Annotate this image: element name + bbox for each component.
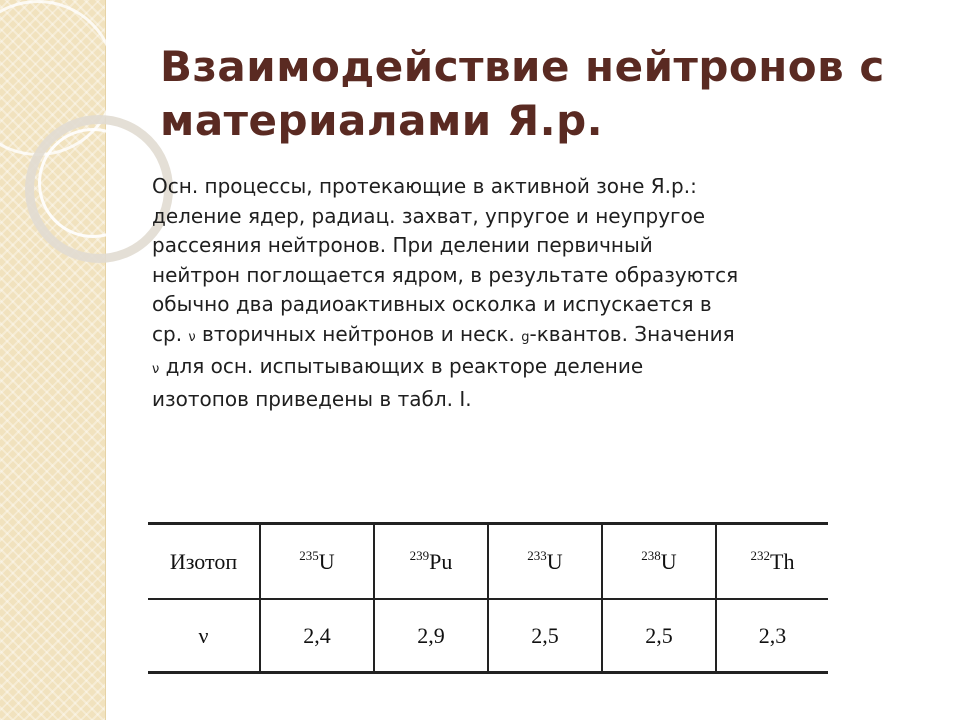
mass-number: 238 bbox=[641, 548, 661, 564]
table-row-label: ν bbox=[148, 599, 260, 672]
slide-title: Взаимодействие нейтронов с материалами Я.р. bbox=[160, 42, 885, 145]
isotope-header-cell bbox=[716, 524, 828, 600]
isotope-table bbox=[148, 522, 828, 674]
slide-body bbox=[152, 172, 872, 414]
mass-number: 235 bbox=[299, 548, 319, 564]
body-line: Осн. процессы, протекающие в активной зоне Я.р.: bbox=[152, 174, 697, 198]
nu-symbol: ν bbox=[188, 329, 196, 345]
gamma-symbol: g bbox=[521, 329, 530, 345]
body-line: нейтрон поглощается ядром, в результате образуются bbox=[152, 262, 739, 287]
mass-number: 233 bbox=[527, 548, 547, 564]
table-cell-value: 2,9 bbox=[374, 599, 488, 672]
body-text-segment: ср. bbox=[152, 321, 189, 346]
isotope-header-cell bbox=[602, 524, 716, 600]
body-line bbox=[152, 352, 872, 385]
body-line: изотопов приведены в табл. I. bbox=[152, 386, 472, 411]
element-symbol: U bbox=[546, 549, 563, 575]
body-line bbox=[152, 320, 872, 353]
element-symbol: U bbox=[660, 549, 677, 575]
isotope-table-container bbox=[148, 522, 828, 674]
decorative-ring bbox=[38, 128, 148, 238]
table-cell-value: 2,5 bbox=[488, 599, 602, 672]
body-line: деление ядер, радиац. захват, упругое и неупругое bbox=[152, 203, 706, 228]
body-text-segment: для осн. испытывающих в реакторе деление bbox=[159, 354, 644, 378]
table-row bbox=[148, 599, 828, 672]
body-line: рассеяния нейтронов. При делении первичный bbox=[152, 233, 653, 257]
body-text-segment: -квантов. Значения bbox=[529, 321, 735, 346]
nu-symbol: ν bbox=[152, 362, 160, 377]
mass-number: 239 bbox=[409, 548, 430, 564]
mass-number: 232 bbox=[750, 548, 771, 564]
element-symbol: U bbox=[318, 549, 335, 575]
element-symbol: Pu bbox=[429, 549, 453, 575]
decorative-side-strip bbox=[0, 0, 106, 720]
isotope-header-cell bbox=[374, 524, 488, 600]
table-cell-value: 2,5 bbox=[602, 599, 716, 672]
element-symbol: Th bbox=[770, 549, 795, 575]
table-header-row bbox=[148, 524, 828, 600]
table-cell-value: 2,4 bbox=[260, 599, 374, 672]
table-cell-value: 2,3 bbox=[716, 599, 828, 672]
body-text-segment: вторичных нейтронов и неск. bbox=[195, 321, 522, 346]
body-line: обычно два радиоактивных осколка и испускается в bbox=[152, 292, 712, 316]
isotope-header-cell bbox=[260, 524, 374, 600]
table-header-label: Изотоп bbox=[148, 524, 260, 600]
isotope-header-cell bbox=[488, 524, 602, 600]
